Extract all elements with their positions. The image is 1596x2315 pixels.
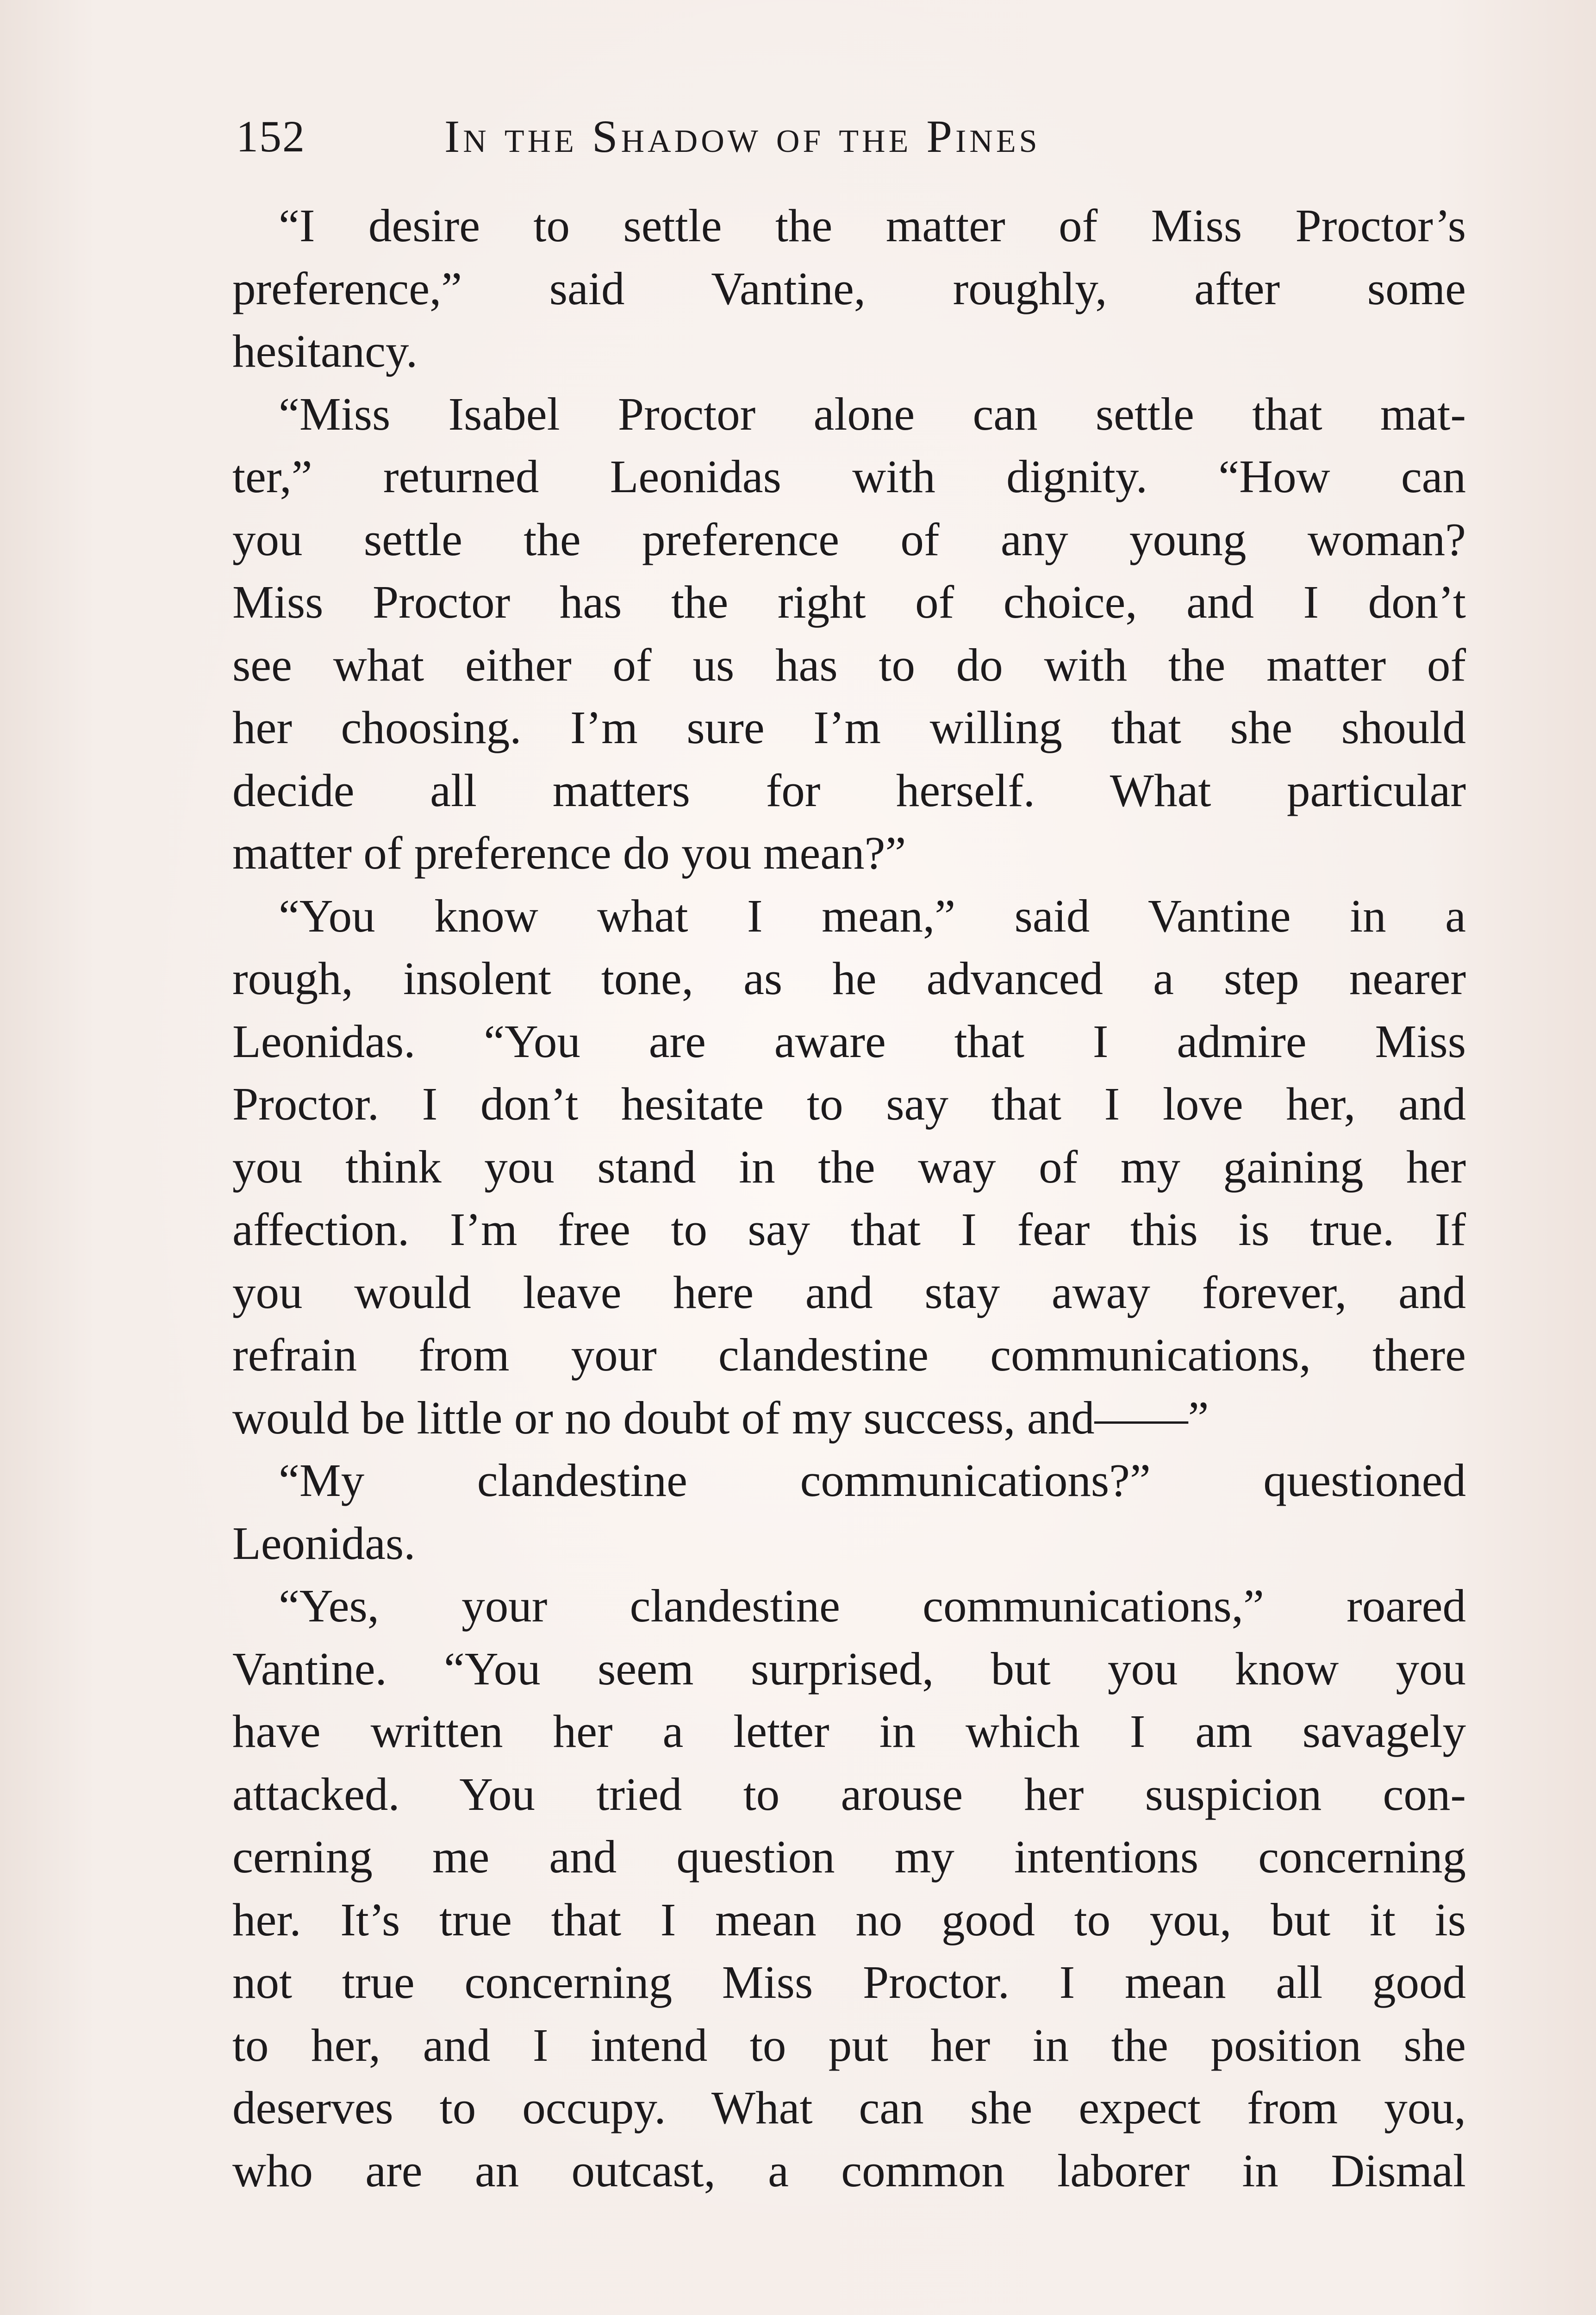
paragraph	[232, 1449, 1466, 1575]
text-line: you think you stand in the way of my gaining her	[232, 1140, 1466, 1193]
text-line: Miss Proctor has the right of choice, and I don’t	[232, 576, 1466, 628]
text-line: deserves to occupy. What can she expect from you,	[232, 2082, 1466, 2134]
text-line: have written her a letter in which I am savagely	[232, 1705, 1466, 1757]
running-title: In the Shadow of the Pines	[444, 111, 1041, 162]
text-line: “Miss Isabel Proctor alone can settle that mat-	[279, 388, 1466, 440]
page-header	[236, 104, 1463, 169]
text-line: you would leave here and stay away forever, and	[232, 1266, 1466, 1318]
text-line: refrain from your clandestine communications, there	[232, 1329, 1466, 1381]
paragraph	[232, 885, 1466, 1450]
text-line: matter of preference do you mean?”	[232, 827, 906, 879]
text-line: see what either of us has to do with the matter of	[232, 638, 1466, 691]
text-line: her. It’s true that I mean no good to you, but it is	[232, 1893, 1466, 1946]
text-line: not true concerning Miss Proctor. I mean all good	[232, 1956, 1466, 2008]
text-line: to her, and I intend to put her in the position she	[232, 2019, 1466, 2071]
text-line: “I desire to settle the matter of Miss Proctor’s	[279, 200, 1466, 251]
text-line: ter,” returned Leonidas with dignity. “How can	[232, 450, 1466, 502]
paragraph	[232, 1575, 1466, 2202]
text-line: rough, insolent tone, as he advanced a step nearer	[232, 952, 1466, 1004]
text-line: Vantine. “You seem surprised, but you know you	[232, 1642, 1466, 1695]
text-line: decide all matters for herself. What particular	[232, 764, 1466, 816]
body-text	[232, 194, 1466, 2202]
text-line: “My clandestine communications?” questioned	[279, 1454, 1466, 1506]
paragraph	[232, 383, 1466, 885]
text-line: preference,” said Vantine, roughly, after some	[232, 262, 1466, 314]
text-line: you settle the preference of any young woman?	[232, 513, 1466, 565]
text-line: cerning me and question my intentions concerning	[232, 1831, 1466, 1883]
text-line: attacked. You tried to arouse her suspicion con-	[232, 1768, 1466, 1820]
page-number: 152	[236, 112, 305, 161]
text-line: “Yes, your clandestine communications,” roared	[279, 1580, 1466, 1632]
text-line: hesitancy.	[232, 325, 418, 377]
text-line: affection. I’m free to say that I fear this is true. If	[232, 1203, 1466, 1255]
text-line: “You know what I mean,” said Vantine in a	[279, 889, 1466, 942]
text-line: Leonidas. “You are aware that I admire Miss	[232, 1015, 1466, 1067]
paragraph	[232, 194, 1466, 383]
text-line: Leonidas.	[232, 1517, 416, 1569]
text-line: her choosing. I’m sure I’m willing that she should	[232, 701, 1466, 753]
text-line: would be little or no doubt of my success, and——”	[232, 1391, 1209, 1444]
text-line: Proctor. I don’t hesitate to say that I love her, and	[232, 1078, 1466, 1130]
text-line: who are an outcast, a common laborer in Dismal	[232, 2144, 1466, 2196]
